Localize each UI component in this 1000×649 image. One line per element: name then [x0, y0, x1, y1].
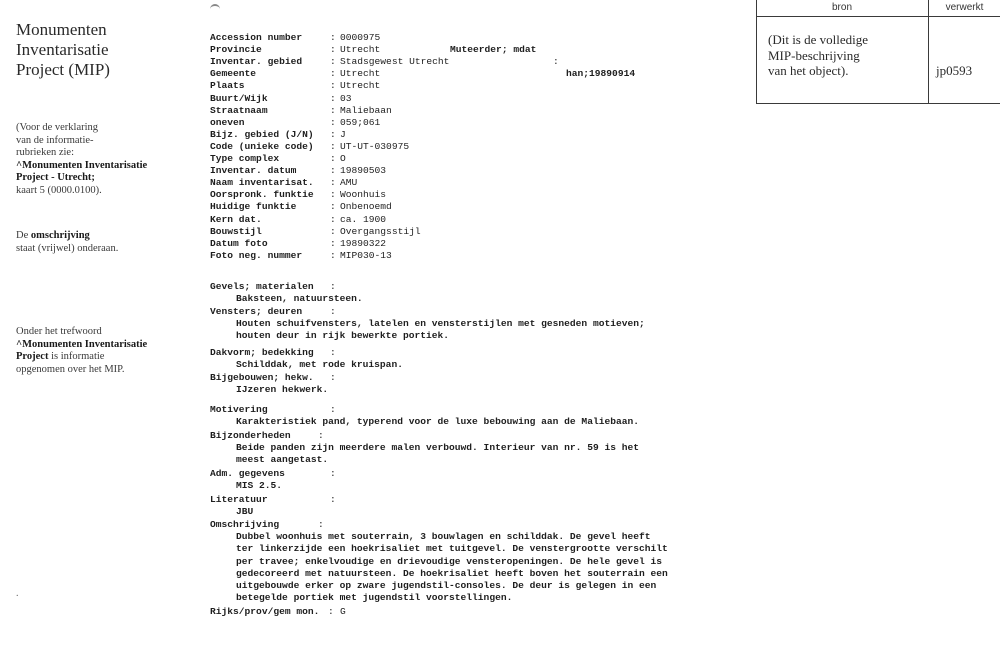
section-text: IJzeren hekwerk. — [236, 384, 329, 396]
title-line: Monumenten — [16, 20, 107, 39]
field-colon: : — [330, 104, 336, 116]
field-value: Woonhuis — [340, 189, 387, 201]
section-text: MIS 2.5. — [236, 480, 283, 492]
field-colon: : — [330, 44, 336, 56]
note-text: kaart 5 (0000.0100). — [16, 184, 102, 196]
section-label: Bijzonderheden — [210, 430, 291, 441]
field-value: 0000975 — [340, 32, 381, 43]
field-label: Plaats — [210, 80, 245, 92]
section-label: Vensters; deuren — [210, 306, 303, 317]
field-value: Utrecht — [340, 44, 381, 56]
table-border — [756, 16, 1000, 17]
section-text: gedecoreerd met natuursteen. De hoekrisaliet heeft boven het souterrain een — [236, 567, 668, 579]
field-value: 03 — [340, 92, 352, 104]
field-colon: : — [330, 68, 336, 80]
stray-dot: . — [16, 588, 19, 599]
field-value: MIP030-13 — [340, 249, 392, 261]
section-label: Literatuur — [210, 494, 268, 505]
field-label: Accession number — [210, 32, 303, 43]
note-bold: ^Monumenten Inventarisatie — [16, 159, 148, 171]
section-colon: : — [330, 494, 336, 505]
bron-text: van het object). — [768, 63, 849, 78]
note-text: De — [16, 230, 31, 241]
note-text: (Voor de verklaring — [16, 122, 99, 133]
section-text: Beide panden zijn meerdere malen verbouwd. Interieur van nr. 59 is het — [236, 442, 640, 454]
note-text: staat (vrijwel) onderaan. — [16, 242, 119, 254]
field-value: Utrecht — [340, 68, 381, 80]
description-note — [16, 230, 176, 255]
source-table — [756, 0, 1000, 104]
field-label: Bijz. gebied (J/N) — [210, 128, 314, 140]
field-colon: : — [330, 140, 336, 152]
note-text: is informatie — [48, 351, 105, 362]
explanation-note — [16, 122, 176, 197]
table-border — [756, 103, 1000, 104]
field-value: O — [340, 153, 346, 164]
field-label: Oorspronk. funktie — [210, 189, 314, 201]
mutator-label: Muteerder; mdat — [450, 44, 537, 55]
field-value: ca. 1900 — [340, 213, 387, 225]
section-colon: : — [330, 468, 336, 479]
header-bron: bron — [831, 2, 852, 13]
field-colon: : — [330, 80, 336, 92]
section-text: Houten schuifvensters, latelen en vensterstijlen met gesneden motieven; — [236, 318, 645, 330]
field-colon: : — [330, 225, 336, 237]
header-verwerkt: verwerkt — [945, 2, 984, 13]
section-colon: : — [330, 404, 336, 415]
field-colon: : — [330, 128, 336, 140]
mutator-colon: : — [553, 56, 559, 67]
note-bold: Project — [16, 351, 49, 362]
field-label: Type complex — [210, 153, 280, 164]
field-label: Bouwstijl — [210, 225, 262, 237]
keyword-note — [16, 326, 176, 376]
field-value: 19890322 — [340, 237, 387, 249]
field-label: oneven — [210, 116, 245, 128]
section-colon: : — [330, 306, 336, 317]
section-text: per travee; enkelvoudige en drievoudige vensteropeningen. De hele gevel is — [236, 555, 663, 567]
note-bold: Project - Utrecht; — [16, 172, 95, 183]
section-colon: : — [318, 519, 324, 530]
verwerkt-cell: jp0593 — [936, 63, 973, 78]
note-bold: ^Monumenten Inventarisatie — [16, 338, 148, 350]
field-label: Foto neg. nummer — [210, 249, 303, 261]
field-colon: : — [330, 201, 336, 213]
note-text: rubrieken zie: — [16, 147, 75, 158]
section-colon: : — [330, 347, 336, 358]
section-text: betegelde portiek met jugendstil voorstellingen. — [236, 592, 513, 604]
section-text: Baksteen, natuursteen. — [236, 293, 363, 305]
field-label: Kern dat. — [210, 213, 262, 225]
title-line: Project (MIP) — [16, 60, 110, 79]
field-colon: : — [330, 165, 336, 177]
field-label: Straatnaam — [210, 104, 268, 116]
field-colon: : — [330, 56, 336, 68]
section-text: Schilddak, met rode kruispan. — [236, 359, 403, 371]
section-text: uitgebouwde erker op zware jugendstil-consoles. De deur is gelegen in een — [236, 580, 657, 591]
title-line: Inventarisatie — [16, 40, 109, 59]
section-text: ter linkerzijde een hoekrisaliet met tuitgevel. De venstergrootte verschilt — [236, 543, 668, 555]
note-bold: omschrijving — [30, 230, 90, 241]
section-label: Bijgebouwen; hekw. — [210, 372, 314, 383]
bron-text: MIP-beschrijving — [768, 47, 860, 63]
section-text: houten deur in rijk bewerkte portiek. — [236, 330, 450, 342]
field-label: Buurt/Wijk — [210, 92, 268, 104]
field-value: Utrecht — [340, 80, 381, 92]
field-label: Datum foto — [210, 237, 268, 249]
field-colon: : — [330, 153, 336, 164]
bron-cell — [768, 32, 926, 79]
field-value: Stadsgewest Utrecht — [340, 56, 450, 68]
field-value: 19890503 — [340, 165, 387, 177]
scan-mark — [210, 4, 220, 11]
field-label: Naam inventarisat. — [210, 177, 314, 189]
field-label: Inventar. gebied — [210, 56, 303, 68]
section-text: JBU — [236, 506, 254, 518]
section-label: Dakvorm; bedekking — [210, 347, 314, 358]
field-value: AMU — [340, 177, 358, 189]
field-colon: : — [330, 237, 336, 249]
field-colon: : — [330, 32, 336, 43]
note-text: Onder het trefwoord — [16, 326, 102, 337]
section-label: Adm. gegevens — [210, 468, 285, 479]
section-text: Karakteristiek pand, typerend voor de luxe bebouwing aan de Maliebaan. — [236, 416, 640, 428]
field-value: Overgangsstijl — [340, 225, 421, 237]
field-colon: : — [330, 189, 336, 201]
field-colon: : — [330, 92, 336, 104]
note-text: opgenomen over het MIP. — [16, 363, 125, 375]
field-value: 059;061 — [340, 116, 381, 128]
field-label: Code (unieke code) — [210, 140, 314, 152]
section-colon: : — [330, 281, 336, 292]
field-value: Maliebaan — [340, 104, 392, 116]
field-label: Huidige funktie — [210, 201, 297, 213]
sidebar-title — [16, 20, 176, 80]
field-colon: : — [330, 177, 336, 189]
section-colon: : — [330, 372, 336, 383]
field-value: G — [340, 606, 346, 617]
field-colon: : — [328, 606, 334, 617]
bron-text: (Dit is de volledige — [768, 32, 869, 47]
field-colon: : — [330, 249, 336, 261]
field-label: Gemeente — [210, 68, 257, 80]
mutator-value: han;19890914 — [566, 68, 636, 79]
field-label: Provincie — [210, 44, 262, 56]
note-text: van de informatie- — [16, 134, 94, 146]
section-label: Gevels; materialen — [210, 281, 314, 292]
section-colon: : — [318, 430, 324, 441]
section-text: Dubbel woonhuis met souterrain, 3 bouwlagen en schilddak. De gevel heeft — [236, 531, 651, 543]
section-label: Motivering — [210, 404, 268, 415]
field-value: J — [340, 128, 346, 140]
field-value: UT-UT-030975 — [340, 140, 410, 152]
section-label: Omschrijving — [210, 519, 280, 530]
field-label: Inventar. datum — [210, 165, 297, 177]
field-label: Rijks/prov/gem mon. — [210, 606, 320, 617]
field-colon: : — [330, 213, 336, 225]
field-value: Onbenoemd — [340, 201, 392, 213]
section-text: meest aangetast. — [236, 454, 329, 466]
field-colon: : — [330, 116, 336, 128]
